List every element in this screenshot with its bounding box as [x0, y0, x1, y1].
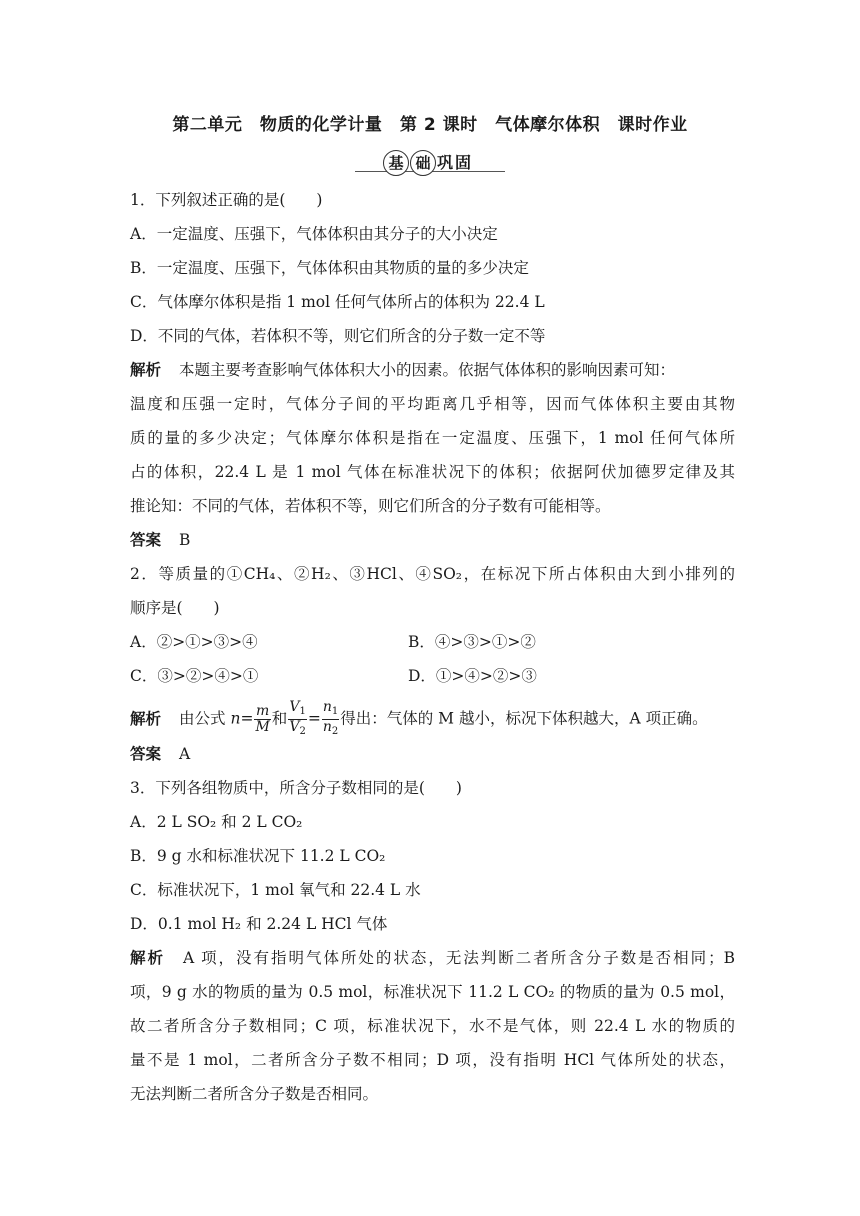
formula-numerator: $n_1$ [322, 700, 339, 720]
q1-analysis-line: 推论知：不同的气体，若体积不等，则它们所含的分子数有可能相等。 [130, 497, 611, 515]
q2-option-a: A．②>①>③>④ [130, 633, 258, 651]
q3-option-c: C．标准状况下，1 mol 氧气和 22.4 L 水 [130, 881, 421, 899]
q1-analysis-text: 本题主要考查影响气体体积大小的因素。依据气体体积的影响因素可知： [179, 361, 676, 379]
q2-answer-line [130, 744, 735, 764]
q2-stem-line: 2．等质量的①CH₄、②H₂、③HCl、④SO₂，在标况下所占体积由大到小排列的 [130, 565, 735, 583]
q1-stem: 1．下列叙述正确的是( ) [130, 191, 323, 209]
q3-option-d: D．0.1 mol H₂ 和 2.24 L HCl 气体 [130, 915, 388, 933]
q2-stem-line: 顺序是( ) [130, 599, 220, 617]
section-badge [355, 148, 505, 178]
q3-analysis-line: 无法判断二者所含分子数是否相同。 [130, 1085, 379, 1103]
q3-analysis-line: 故二者所含分子数相同；C 项，标准状况下，水不是气体，则 22.4 L 水的物质的 [130, 1017, 735, 1035]
q2-analysis-post: 得出：气体的 M 越小，标况下体积越大，A 项正确。 [340, 709, 708, 728]
q1-analysis-line [130, 360, 735, 380]
q1-analysis-label: 解析 [130, 361, 162, 379]
q3-analysis-line [130, 948, 735, 968]
q3-analysis-text: A 项，没有指明气体所处的状态，无法判断二者所含分子数是否相同；B [182, 949, 735, 967]
q1-option-b: B．一定温度、压强下，气体体积由其物质的量的多少决定 [130, 259, 529, 277]
q1-option-a: A．一定温度、压强下，气体体积由其分子的大小决定 [130, 225, 498, 243]
q1-option-d: D．不同的气体，若体积不等，则它们所含的分子数一定不等 [130, 327, 546, 345]
formula-v1-over-v2 [288, 700, 307, 739]
formula-n1-over-n2 [322, 700, 339, 739]
formula-denominator: M [255, 719, 270, 735]
q2-answer-label: 答案 [130, 745, 162, 763]
badge-circled-char: 础 [410, 150, 436, 176]
q3-analysis-line: 量不是 1 mol，二者所含分子数不相同；D 项，没有指明 HCl 气体所处的状态， [130, 1051, 735, 1069]
q3-option-a: A．2 L SO₂ 和 2 L CO₂ [130, 813, 303, 831]
q2-option-d: D．①>④>②>③ [408, 667, 537, 685]
q1-answer-label: 答案 [130, 531, 162, 549]
badge-circled-char: 基 [383, 150, 409, 176]
q3-analysis-label: 解析 [130, 949, 165, 967]
q1-analysis-line: 温度和压强一定时，气体分子间的平均距离几乎相等，因而气体体积主要由其物 [130, 395, 735, 413]
q1-answer-line [130, 530, 735, 550]
formula-m-over-M [254, 704, 270, 735]
q1-analysis-line: 质的量的多少决定；气体摩尔体积是指在一定温度、压强下，1 mol 任何气体所 [130, 429, 735, 447]
q1-option-c: C．气体摩尔体积是指 1 mol 任何气体所占的体积为 22.4 L [130, 293, 545, 311]
q3-stem: 3．下列各组物质中，所含分子数相同的是( ) [130, 779, 462, 797]
q2-option-c: C．③>②>④>① [130, 667, 259, 685]
q3-option-b: B．9 g 水和标准状况下 11.2 L CO₂ [130, 847, 386, 865]
page-title: 第二单元 物质的化学计量 第 2 课时 气体摩尔体积 课时作业 [172, 115, 688, 135]
q2-answer-value: A [179, 745, 191, 763]
q2-option-b: B．④>③>①>② [408, 633, 536, 651]
formula-numerator: $V_1$ [288, 700, 307, 720]
formula-n: n [230, 709, 241, 728]
q2-analysis-mid: 和 [271, 709, 288, 728]
q2-analysis-label: 解析 [130, 709, 162, 728]
q2-analysis-pre: 由公式 [179, 709, 226, 728]
formula-denominator: $n_2$ [322, 719, 339, 737]
badge-text: 巩固 [437, 153, 474, 172]
q2-analysis-line: 解析 由公式 n= $\frac{m}{M}$ 和 $\frac{V_1}{V_2}$ = $\frac{n_1}{n_2}$ 得出：气体的 M 越小，标况下体积越大，A 项正确。 [130, 699, 708, 737]
formula-numerator: m [255, 703, 270, 719]
q1-answer-value: B [179, 531, 191, 549]
q1-analysis-line: 占的体积，22.4 L 是 1 mol 气体在标准状况下的体积；依据阿伏加德罗定律及其 [130, 463, 735, 481]
q3-analysis-line: 项，9 g 水的物质的量为 0.5 mol，标准状况下 11.2 L CO₂ 的物质的量为 0.5 mol， [130, 983, 735, 1001]
formula-denominator: $V_2$ [289, 719, 306, 737]
